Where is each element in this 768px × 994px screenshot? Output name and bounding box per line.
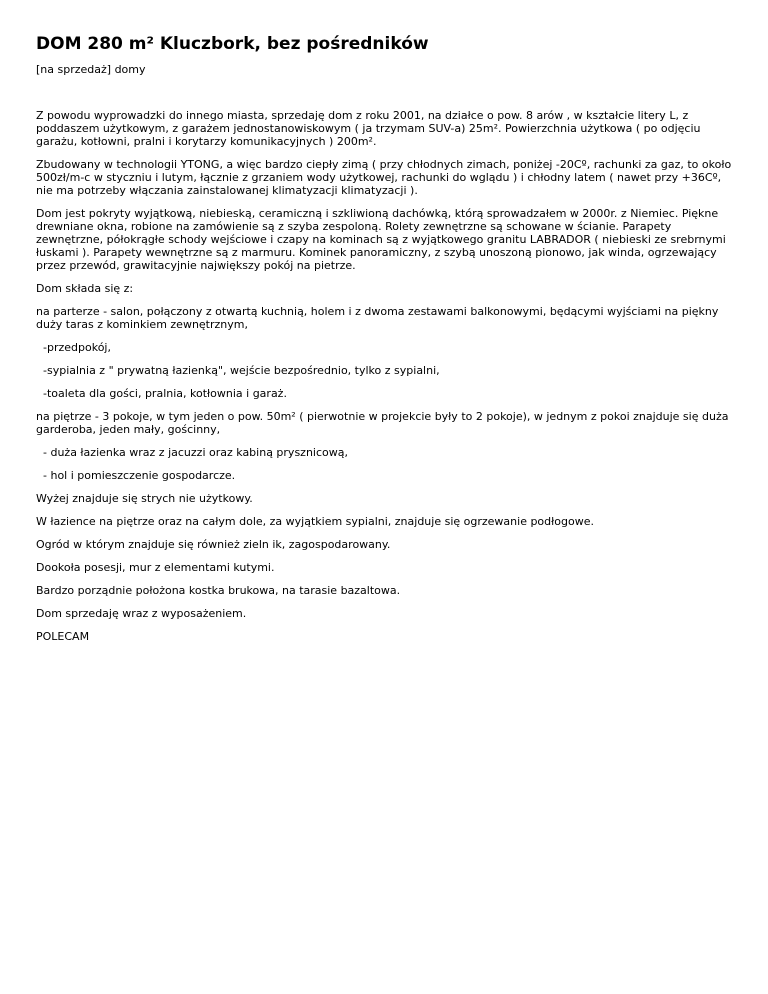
paragraph-floor-heating: W łazience na piętrze oraz na całym dole, za wyjątkiem sypialni, znajduje się ogrzewanie podłogowe. xyxy=(36,515,594,528)
paragraph-upper-floor: na piętrze - 3 pokoje, w tym jeden o pow. 50m² ( pierwotnie w projekcie były to 2 pokoje), w jednym z pokoi znajduje się duża garderoba, jeden mały, gościnny, xyxy=(36,410,732,436)
listing-category: [na sprzedaż] domy xyxy=(36,63,146,76)
paragraph-wall: Dookoła posesji, mur z elementami kutymi. xyxy=(36,561,275,574)
listing-title: DOM 280 m² Kluczbork, bez pośredników xyxy=(36,34,429,54)
paragraph-technology: Zbudowany w technologii YTONG, a więc bardzo ciepły zimą ( przy chłodnych zimach, poniżej -20Cº, rachunki za gaz, to około 500zł/m-c w styczniu i lutym, łącznie z grzaniem wody użytkowej, rachunki do wglądu ) i chłodny latem ( nawet przy +36Cº, nie ma potrzeby włączania zainstalowanej klimatyzacji klimatyzacji ). xyxy=(36,158,735,197)
paragraph-hall: - hol i pomieszczenie gospodarcze. xyxy=(36,469,236,482)
paragraph-recommend: POLECAM xyxy=(36,630,90,643)
paragraph-materials: Dom jest pokryty wyjątkową, niebieską, ceramiczną i szkliwioną dachówką, którą sprowadzałem w 2000r. z Niemiec. Piękne drewniane okna, robione na zamówienie są z szyba zespoloną. Rolety zewnętrzne są schowane w ścianie. Parapety zewnętrzne, półokrągłe schody wejściowe i czapy na kominach są z wyjątkowego granitu LABRADOR ( niebieski ze srebrnymi łuskami ). Parapety wewnętrzne są z marmuru. Kominek panoramiczny, z szybą unoszoną pionowo, jak winda, ogrzewający przez przewód, grawitacyjnie największy pokój na pietrze. xyxy=(36,207,730,272)
paragraph-ground-floor: na parterze - salon, połączony z otwartą kuchnią, holem i z dwoma zestawami balkonowymi, będącymi wyjściami na piękny duży taras z kominkiem zewnętrznym, xyxy=(36,305,722,331)
paragraph-garden: Ogród w którym znajduje się również zieln ik, zagospodarowany. xyxy=(36,538,391,551)
paragraph-bathroom: - duża łazienka wraz z jacuzzi oraz kabiną prysznicową, xyxy=(36,446,348,459)
paragraph-paving: Bardzo porządnie położona kostka brukowa, na tarasie bazaltowa. xyxy=(36,584,401,597)
spacer xyxy=(36,76,732,109)
paragraph-toilet: -toaleta dla gości, pralnia, kotłownia i garaż. xyxy=(36,387,287,400)
paragraph-intro: Z powodu wyprowadzki do innego miasta, sprzedaję dom z roku 2001, na działce o pow. 8 arów , w kształcie litery L, z poddaszem użytkowym, z garażem jednostanowiskowym ( ja trzymam SUV-a) 25m². Powierzchnia użytkowa ( po odjęciu garażu, kotłowni, pralni i korytarzy komunikacyjnych ) 200m². xyxy=(36,109,704,148)
paragraph-bedroom: -sypialnia z " prywatną łazienką", wejście bezpośrednio, tylko z sypialni, xyxy=(36,364,440,377)
paragraph-attic: Wyżej znajduje się strych nie użytkowy. xyxy=(36,492,253,505)
paragraph-furnishing: Dom sprzedaję wraz z wyposażeniem. xyxy=(36,607,247,620)
paragraph-layout-heading: Dom składa się z: xyxy=(36,282,134,295)
paragraph-hallway: -przedpokój, xyxy=(36,341,111,354)
listing-description xyxy=(36,109,735,643)
